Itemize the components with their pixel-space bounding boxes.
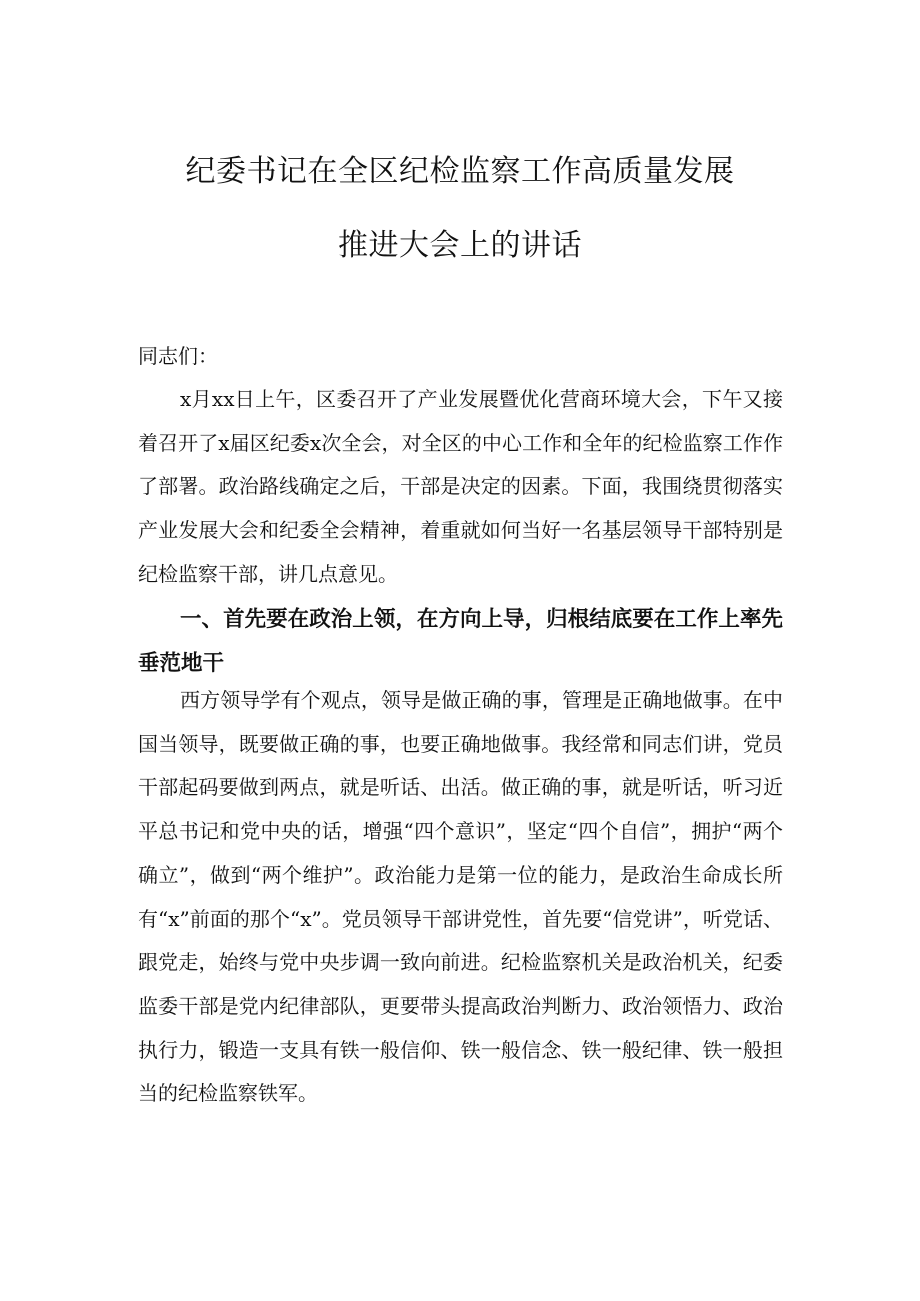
salutation: 同志们：	[138, 344, 218, 368]
paragraph-section-1: 西方领导学有个观点，领导是做正确的事，管理是正确地做事。在中国当领导，既要做正确的事，也要正确地做事。我经常和同志们讲，党员干部起码要做到两点，就是听话、出活。做正确的事，就是听话，听习近平总书记和党中央的话，增强“四个意识”，坚定“四个自信”，拥护“两个确立”，做到“两个维护”。政治能力是第一位的能力，是政治生命成长所有“x”前面的那个“x”。党员领导干部讲党性，首先要“信党讲”，听党话、跟党走，始终与党中央步调一致向前进。纪检监察机关是政治机关，纪委监委干部是党内纪律部队，更要带头提高政治判断力、政治领悟力、政治执行力，锻造一支具有铁一般信仰、铁一般信念、铁一般纪律、铁一般担当的纪检监察铁军。	[138, 688, 783, 1106]
section-heading-1: 一、首先要在政治上领，在方向上导，归根结底要在工作上率先垂范地干	[138, 607, 783, 676]
document-title-line-1: 纪委书记在全区纪检监察工作高质量发展	[185, 154, 735, 189]
paragraph-intro: x月xx日上午，区委召开了产业发展暨优化营商环境大会，下午又接着召开了x届区纪委x次全会，对全区的中心工作和全年的纪检监察工作作了部署。政治路线确定之后，干部是决定的因素。下面，我围绕贯彻落实产业发展大会和纪委全会精神，着重就如何当好一名基层领导干部特别是纪检监察干部，讲几点意见。	[138, 387, 783, 586]
document-title-line-2: 推进大会上的讲话	[338, 228, 582, 263]
